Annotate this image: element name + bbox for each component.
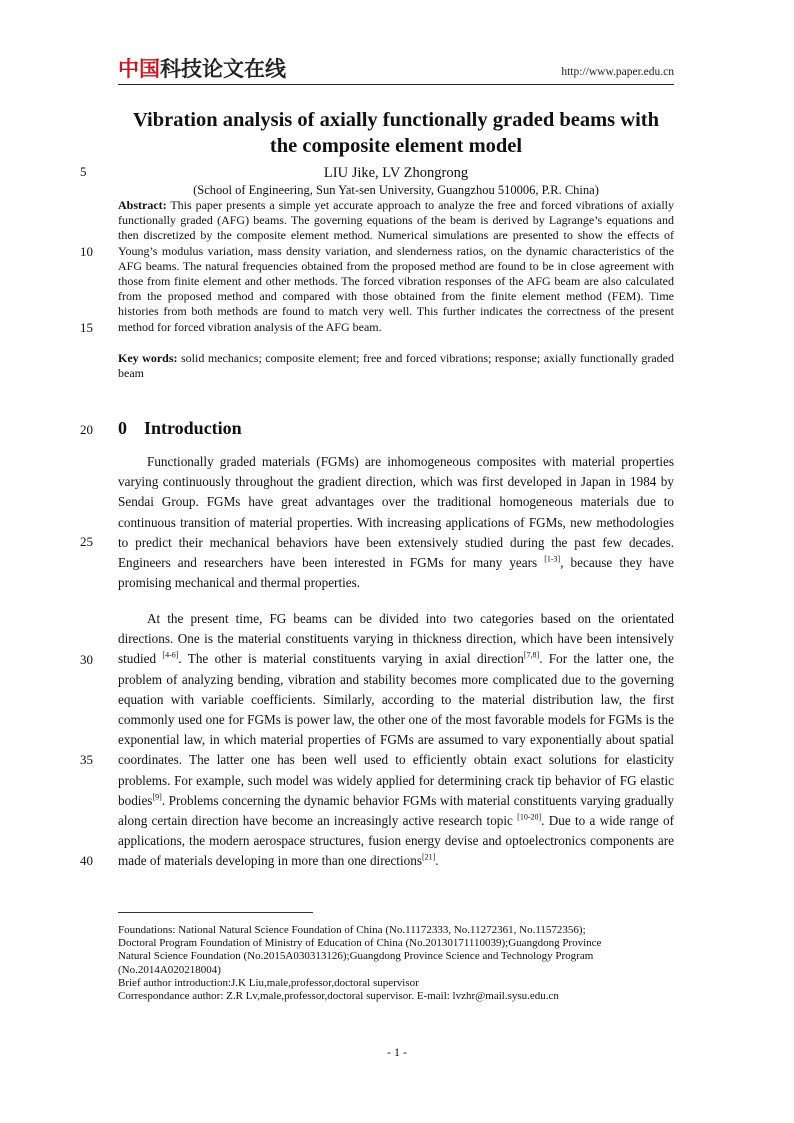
affiliation: (School of Engineering, Sun Yat-sen University, Guangzhou 510006, P.R. China) <box>193 183 599 197</box>
keywords <box>118 351 674 381</box>
citation: [21] <box>421 853 436 863</box>
section-title: Introduction <box>144 418 242 438</box>
section-heading <box>118 417 242 439</box>
abstract-text: This paper presents a simple yet accurate approach to analyze the free and forced vibrations of axially functionally graded (AFG) beams. The governing equations of the beam is derived by Lagrange’s equations and then discretized by the composite element method. Numerical simulations are presented to show the effects of Young’s modulus variation, mass density variation, and slenderness ratios, on the dynamic characteristics of the AFG beams. The natural frequencies obtained from the proposed method are found to be in close agreement with those from finite element and other methods. The forced vibration responses of the AFG beam are also calculated from the proposed method and compared with those obtained from the finite element method (FEM). Time histories from both methods are found to match very well. This further indicates the correctness of the present method for forced vibration analysis of the AFG beam. <box>118 198 674 334</box>
paragraph-text: . For the latter one, the problem of analyzing bending, vibration and stability becomes more complicated due to the governing equation with variable coefficients. Similarly, according to the material distribution law, the first commonly used one for FGMs is power law, the other one of the most favorable models for FGMs is the exponential law, in which material properties of FGMs are assumed to vary exponentially about spatial coordinates. The latter one has been well used to efficiently obtain exact solutions for elasticity problems. For example, such model was widely applied for determining crack tip behavior of FG elastic bodies <box>118 651 674 808</box>
footnote-line: Natural Science Foundation (No.2015A030313126);Guangdong Province Science and Technology Program <box>118 950 594 963</box>
citation: [9] <box>152 792 162 802</box>
line-number: 10 <box>80 244 93 259</box>
paragraph-text: At the present time, FG beams can be divided into two categories based on the orientated directions. One is the material constituents varying in thickness direction, which have been intensively studied <box>118 611 674 667</box>
line-number: 30 <box>80 652 93 667</box>
keywords-label: Key words: <box>118 351 178 365</box>
paragraph-2 <box>118 609 674 872</box>
citation: [7,8] <box>523 651 540 661</box>
footnote-line: Doctoral Program Foundation of Ministry of Education of China (No.20130171110039);Guangdong Province <box>118 937 602 950</box>
page-number: - 1 - <box>387 1045 407 1059</box>
page-header <box>118 56 674 84</box>
paragraph-text: , because they have promising mechanical and thermal properties. <box>118 555 674 591</box>
paragraph-1 <box>118 452 674 593</box>
paragraph-text: . Due to a wide range of applications, the modern aerospace structures, fusion energy devise and optoelectronics components are made of materials developing in more than one directions <box>118 813 674 869</box>
paragraph-text: Functionally graded materials (FGMs) are inhomogeneous composites with material properties varying continuously throughout the gradient direction, which was first developed in Japan in 1984 by Sendai Group. FGMs have great advantages over the traditional homogeneous materials due to continuous transition of material properties. With increasing applications of FGMs, new methodologies to predict their mechanical behaviors have been extensively studied during the past few decades. Engineers and researchers have been interested in FGMs for many years <box>118 454 674 571</box>
header-rule <box>118 84 674 85</box>
paragraph-text: . <box>435 853 439 869</box>
line-number: 5 <box>80 164 87 179</box>
line-number: 25 <box>80 534 93 549</box>
logo-dark-part: 科技论文在线 <box>160 57 286 81</box>
line-number: 35 <box>80 752 93 767</box>
keywords-text: solid mechanics; composite element; free and forced vibrations; response; axially functionally graded beam <box>118 351 674 381</box>
footnote-line: Brief author introduction:J.K Liu,male,professor,doctoral supervisor <box>118 976 419 989</box>
footnote-line: (No.2014A020218004) <box>118 963 221 976</box>
footnote-rule <box>118 912 313 913</box>
paragraph-text: . Problems concerning the dynamic behavior FGMs with material constituents varying gradually along certain direction have become an increasingly active research topic <box>118 792 674 829</box>
footnote-line: Foundations: National Natural Science Foundation of China (No.11172333, No.11272361, No.11572356); <box>118 924 586 936</box>
site-logo <box>118 56 286 82</box>
paragraph-text: . The other is material constituents varying in axial direction <box>178 651 524 667</box>
citation: [1-3] <box>544 554 561 564</box>
logo-red-part: 中国 <box>118 57 160 81</box>
line-number: 40 <box>80 853 93 868</box>
citation: [4-6] <box>162 651 179 661</box>
footnote-line: Correspondance author: Z.R Lv,male,professor,doctoral supervisor. E-mail: lvzhr@mail.sysu.edu.cn <box>118 990 559 1003</box>
abstract <box>118 198 674 335</box>
abstract-label: Abstract: <box>118 198 167 212</box>
section-number: 0 <box>118 418 127 438</box>
line-number: 20 <box>80 422 93 437</box>
footnotes <box>118 924 674 1003</box>
line-number: 15 <box>80 320 93 335</box>
site-url[interactable]: http://www.paper.edu.cn <box>561 66 674 78</box>
paper-title: Vibration analysis of axially functionally graded beams with the composite element model <box>132 109 660 157</box>
authors: LIU Jike, LV Zhongrong <box>323 165 469 181</box>
citation: [10-20] <box>517 812 542 822</box>
